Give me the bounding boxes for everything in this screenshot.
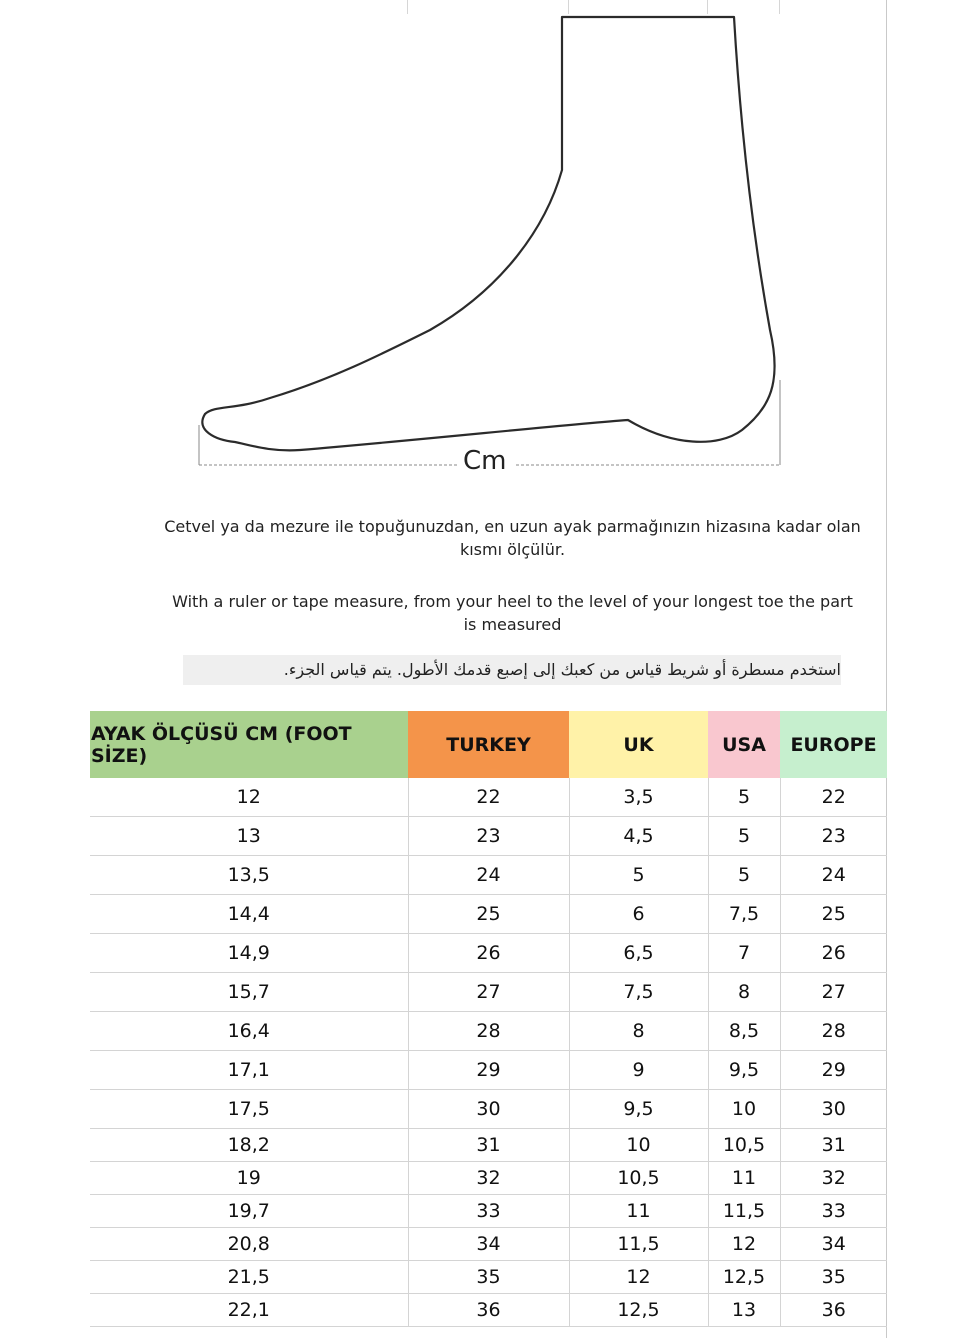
cell-usa: 9,5 (708, 1051, 780, 1090)
header-europe: EUROPE (780, 711, 887, 778)
cell-turkey: 24 (408, 856, 569, 895)
cell-usa: 11,5 (708, 1195, 780, 1228)
table-row (90, 1195, 887, 1228)
cell-uk: 6 (569, 895, 708, 934)
cell-europe: 30 (780, 1090, 887, 1129)
cell-europe: 26 (780, 934, 887, 973)
cell-turkey: 32 (408, 1162, 569, 1195)
cell-europe: 22 (780, 778, 887, 817)
cell-foot-size: 20,8 (90, 1228, 408, 1261)
cell-foot-size: 13,5 (90, 856, 408, 895)
cell-europe: 36 (780, 1294, 887, 1327)
table-row (90, 1228, 887, 1261)
cell-uk: 3,5 (569, 778, 708, 817)
cell-turkey: 31 (408, 1129, 569, 1162)
cell-usa: 12,5 (708, 1261, 780, 1294)
cell-foot-size: 18,2 (90, 1129, 408, 1162)
cell-uk: 11,5 (569, 1228, 708, 1261)
cell-foot-size: 14,9 (90, 934, 408, 973)
cell-uk: 6,5 (569, 934, 708, 973)
cell-uk: 4,5 (569, 817, 708, 856)
table-row (90, 895, 887, 934)
cell-turkey: 28 (408, 1012, 569, 1051)
table-row (90, 1261, 887, 1294)
cell-europe: 34 (780, 1228, 887, 1261)
cell-uk: 10 (569, 1129, 708, 1162)
cell-europe: 27 (780, 973, 887, 1012)
cell-foot-size: 17,5 (90, 1090, 408, 1129)
cell-usa: 8,5 (708, 1012, 780, 1051)
cell-europe: 33 (780, 1195, 887, 1228)
cell-usa: 7 (708, 934, 780, 973)
header-uk: UK (569, 711, 708, 778)
size-chart-table (90, 711, 887, 1327)
table-row (90, 934, 887, 973)
cell-usa: 5 (708, 856, 780, 895)
cell-usa: 13 (708, 1294, 780, 1327)
header-turkey: TURKEY (408, 711, 569, 778)
table-row (90, 973, 887, 1012)
cell-uk: 7,5 (569, 973, 708, 1012)
cell-foot-size: 19,7 (90, 1195, 408, 1228)
cell-uk: 12 (569, 1261, 708, 1294)
cell-uk: 8 (569, 1012, 708, 1051)
table-row (90, 1162, 887, 1195)
cell-europe: 35 (780, 1261, 887, 1294)
cell-foot-size: 17,1 (90, 1051, 408, 1090)
table-row (90, 1090, 887, 1129)
cell-europe: 28 (780, 1012, 887, 1051)
table-row (90, 1012, 887, 1051)
cell-foot-size: 21,5 (90, 1261, 408, 1294)
cell-turkey: 36 (408, 1294, 569, 1327)
cell-uk: 5 (569, 856, 708, 895)
cell-usa: 5 (708, 817, 780, 856)
cell-usa: 11 (708, 1162, 780, 1195)
cell-turkey: 27 (408, 973, 569, 1012)
cell-foot-size: 22,1 (90, 1294, 408, 1327)
cell-foot-size: 14,4 (90, 895, 408, 934)
foot-outline-icon (202, 17, 774, 450)
cell-foot-size: 13 (90, 817, 408, 856)
foot-outline-diagram (190, 10, 790, 480)
header-row (90, 711, 887, 778)
cell-usa: 8 (708, 973, 780, 1012)
cell-europe: 29 (780, 1051, 887, 1090)
cell-usa: 10,5 (708, 1129, 780, 1162)
table-row (90, 817, 887, 856)
table-row (90, 856, 887, 895)
cell-uk: 9 (569, 1051, 708, 1090)
cell-turkey: 29 (408, 1051, 569, 1090)
cell-foot-size: 15,7 (90, 973, 408, 1012)
cell-foot-size: 12 (90, 778, 408, 817)
cell-foot-size: 16,4 (90, 1012, 408, 1051)
cell-turkey: 33 (408, 1195, 569, 1228)
cell-turkey: 26 (408, 934, 569, 973)
cell-turkey: 23 (408, 817, 569, 856)
cell-turkey: 30 (408, 1090, 569, 1129)
arabic-instruction: استخدم مسطرة أو شريط قياس من كعبك إلى إصبع قدمك الأطول. يتم قياس الجزء. (183, 655, 841, 685)
cell-europe: 23 (780, 817, 887, 856)
cell-usa: 10 (708, 1090, 780, 1129)
header-usa: USA (708, 711, 780, 778)
cell-uk: 9,5 (569, 1090, 708, 1129)
cell-uk: 11 (569, 1195, 708, 1228)
cell-turkey: 25 (408, 895, 569, 934)
cell-uk: 12,5 (569, 1294, 708, 1327)
cell-europe: 31 (780, 1129, 887, 1162)
cell-turkey: 22 (408, 778, 569, 817)
table-row (90, 1051, 887, 1090)
cell-usa: 12 (708, 1228, 780, 1261)
cell-foot-size: 19 (90, 1162, 408, 1195)
cell-europe: 32 (780, 1162, 887, 1195)
cell-usa: 7,5 (708, 895, 780, 934)
cell-turkey: 35 (408, 1261, 569, 1294)
cell-uk: 10,5 (569, 1162, 708, 1195)
cell-europe: 25 (780, 895, 887, 934)
cell-usa: 5 (708, 778, 780, 817)
cell-turkey: 34 (408, 1228, 569, 1261)
table-row (90, 1294, 887, 1327)
header-foot-size: AYAK ÖLÇÜSÜ CM (FOOT SİZE) (90, 711, 408, 778)
turkish-instruction: Cetvel ya da mezure ile topuğunuzdan, en uzun ayak parmağınızın hizasına kadar olan kısmı ölçülür. (164, 517, 861, 559)
english-instruction: With a ruler or tape measure, from your heel to the level of your longest toe the part is measured (172, 592, 853, 634)
cm-label: Cm (463, 446, 507, 476)
table-row (90, 778, 887, 817)
table-row (90, 1129, 887, 1162)
cell-europe: 24 (780, 856, 887, 895)
